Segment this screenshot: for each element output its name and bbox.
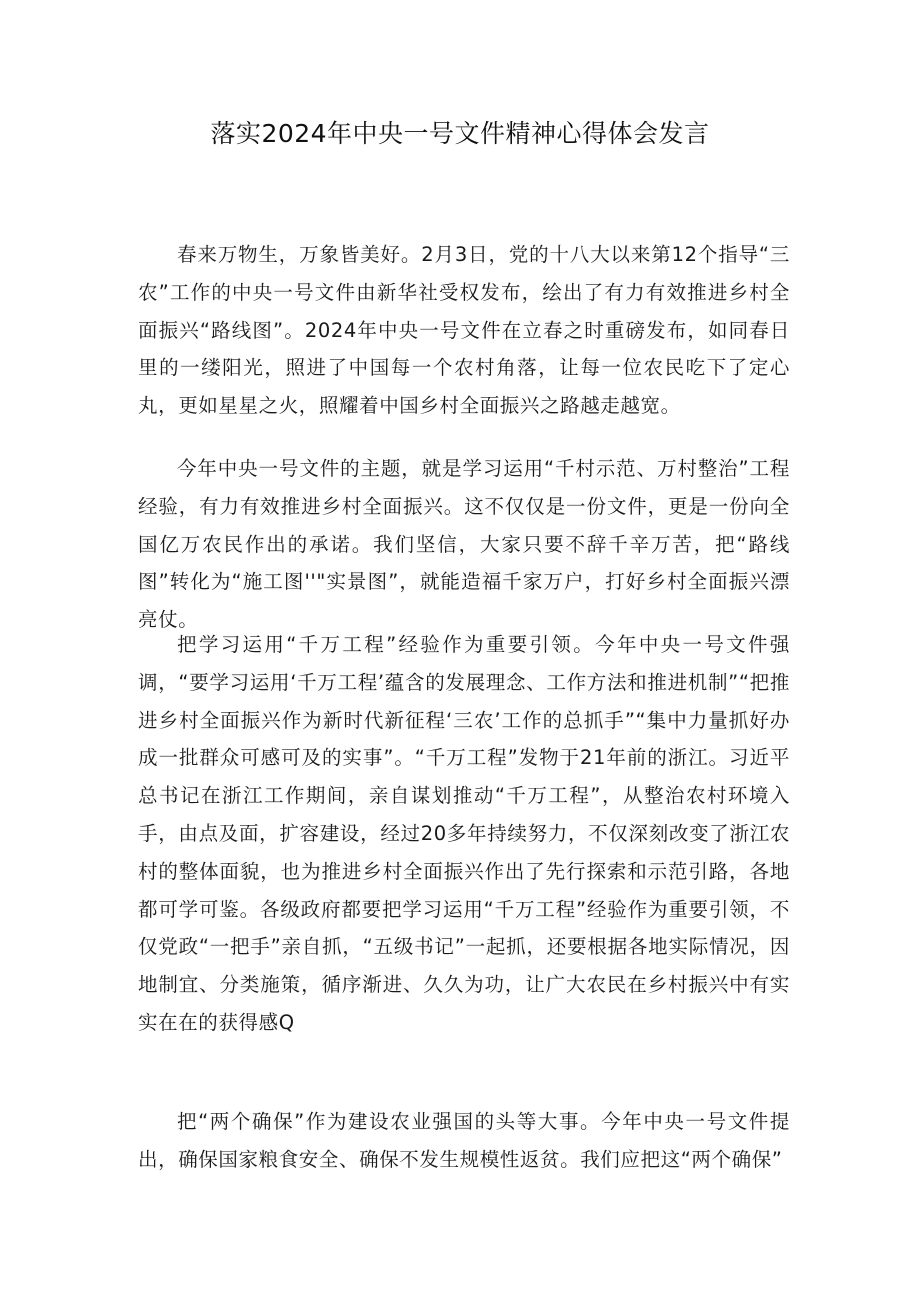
paragraph-qianwan-project: 把学习运用“千万工程”经验作为重要引领。今年中央一号文件强调，“要学习运用‘千万工程’蕴含的发展理念、工作方法和推进机制”“把推进乡村全面振兴作为新时代新征程‘三农’工作的总抓手”“集中力量抓好办成一批群众可感可及的实事”。“千万工程”发物于21年前的浙江。习近平总书记在浙江工作期间，亲自谋划推动“千万工程”，从整治农村环境入手，由点及面，扩容建设，经过20多年持续努力，不仅深刻改变了浙江农村的整体面貌，也为推进乡村全面振兴作出了先行探索和示范引路，各地都可学可鉴。各级政府都要把学习运用“千万工程”经验作为重要引领，不仅党政“一把手”亲自抓，“五级书记”一起抓，还要根据各地实际情况，因地制宜、分类施策，循序渐进、久久为功，让广大农民在乡村振兴中有实实在在的获得感Q xyxy=(138,633,790,1034)
paragraph-intro: 春来万物生，万象皆美好。2月3日，党的十八大以来第12个指导“三农”工作的中央一号文件由新华社受权发布，绘出了有力有效推进乡村全面振兴“路线图”。2024年中央一号文件在立春之时重磅发布，如同春日里的一缕阳光，照进了中国每一个农村角落，让每一位农民吃下了定心丸，更如星星之火，照耀着中国乡村全面振兴之路越走越宽。 xyxy=(138,243,790,418)
paragraph-two-guarantees: 把“两个确保”作为建设农业强国的头等大事。今年中央一号文件提出，确保国家粮食安全、确保不发生规模性返贫。我们应把这“两个确保” xyxy=(138,1110,790,1171)
paragraph-theme: 今年中央一号文件的主题，就是学习运用“千村示范、万村整治”工程经验，有力有效推进乡村全面振兴。这不仅仅是一份文件，更是一份向全国亿万农民作出的承诺。我们坚信，大家只要不辞千辛万苦，把“路线图”转化为“施工图''"实景图”，就能造福千家万户，打好乡村全面振兴漂亮仗。 xyxy=(138,457,790,632)
document-title: 落实2024年中央一号文件精神心得体会发言 xyxy=(210,119,710,148)
